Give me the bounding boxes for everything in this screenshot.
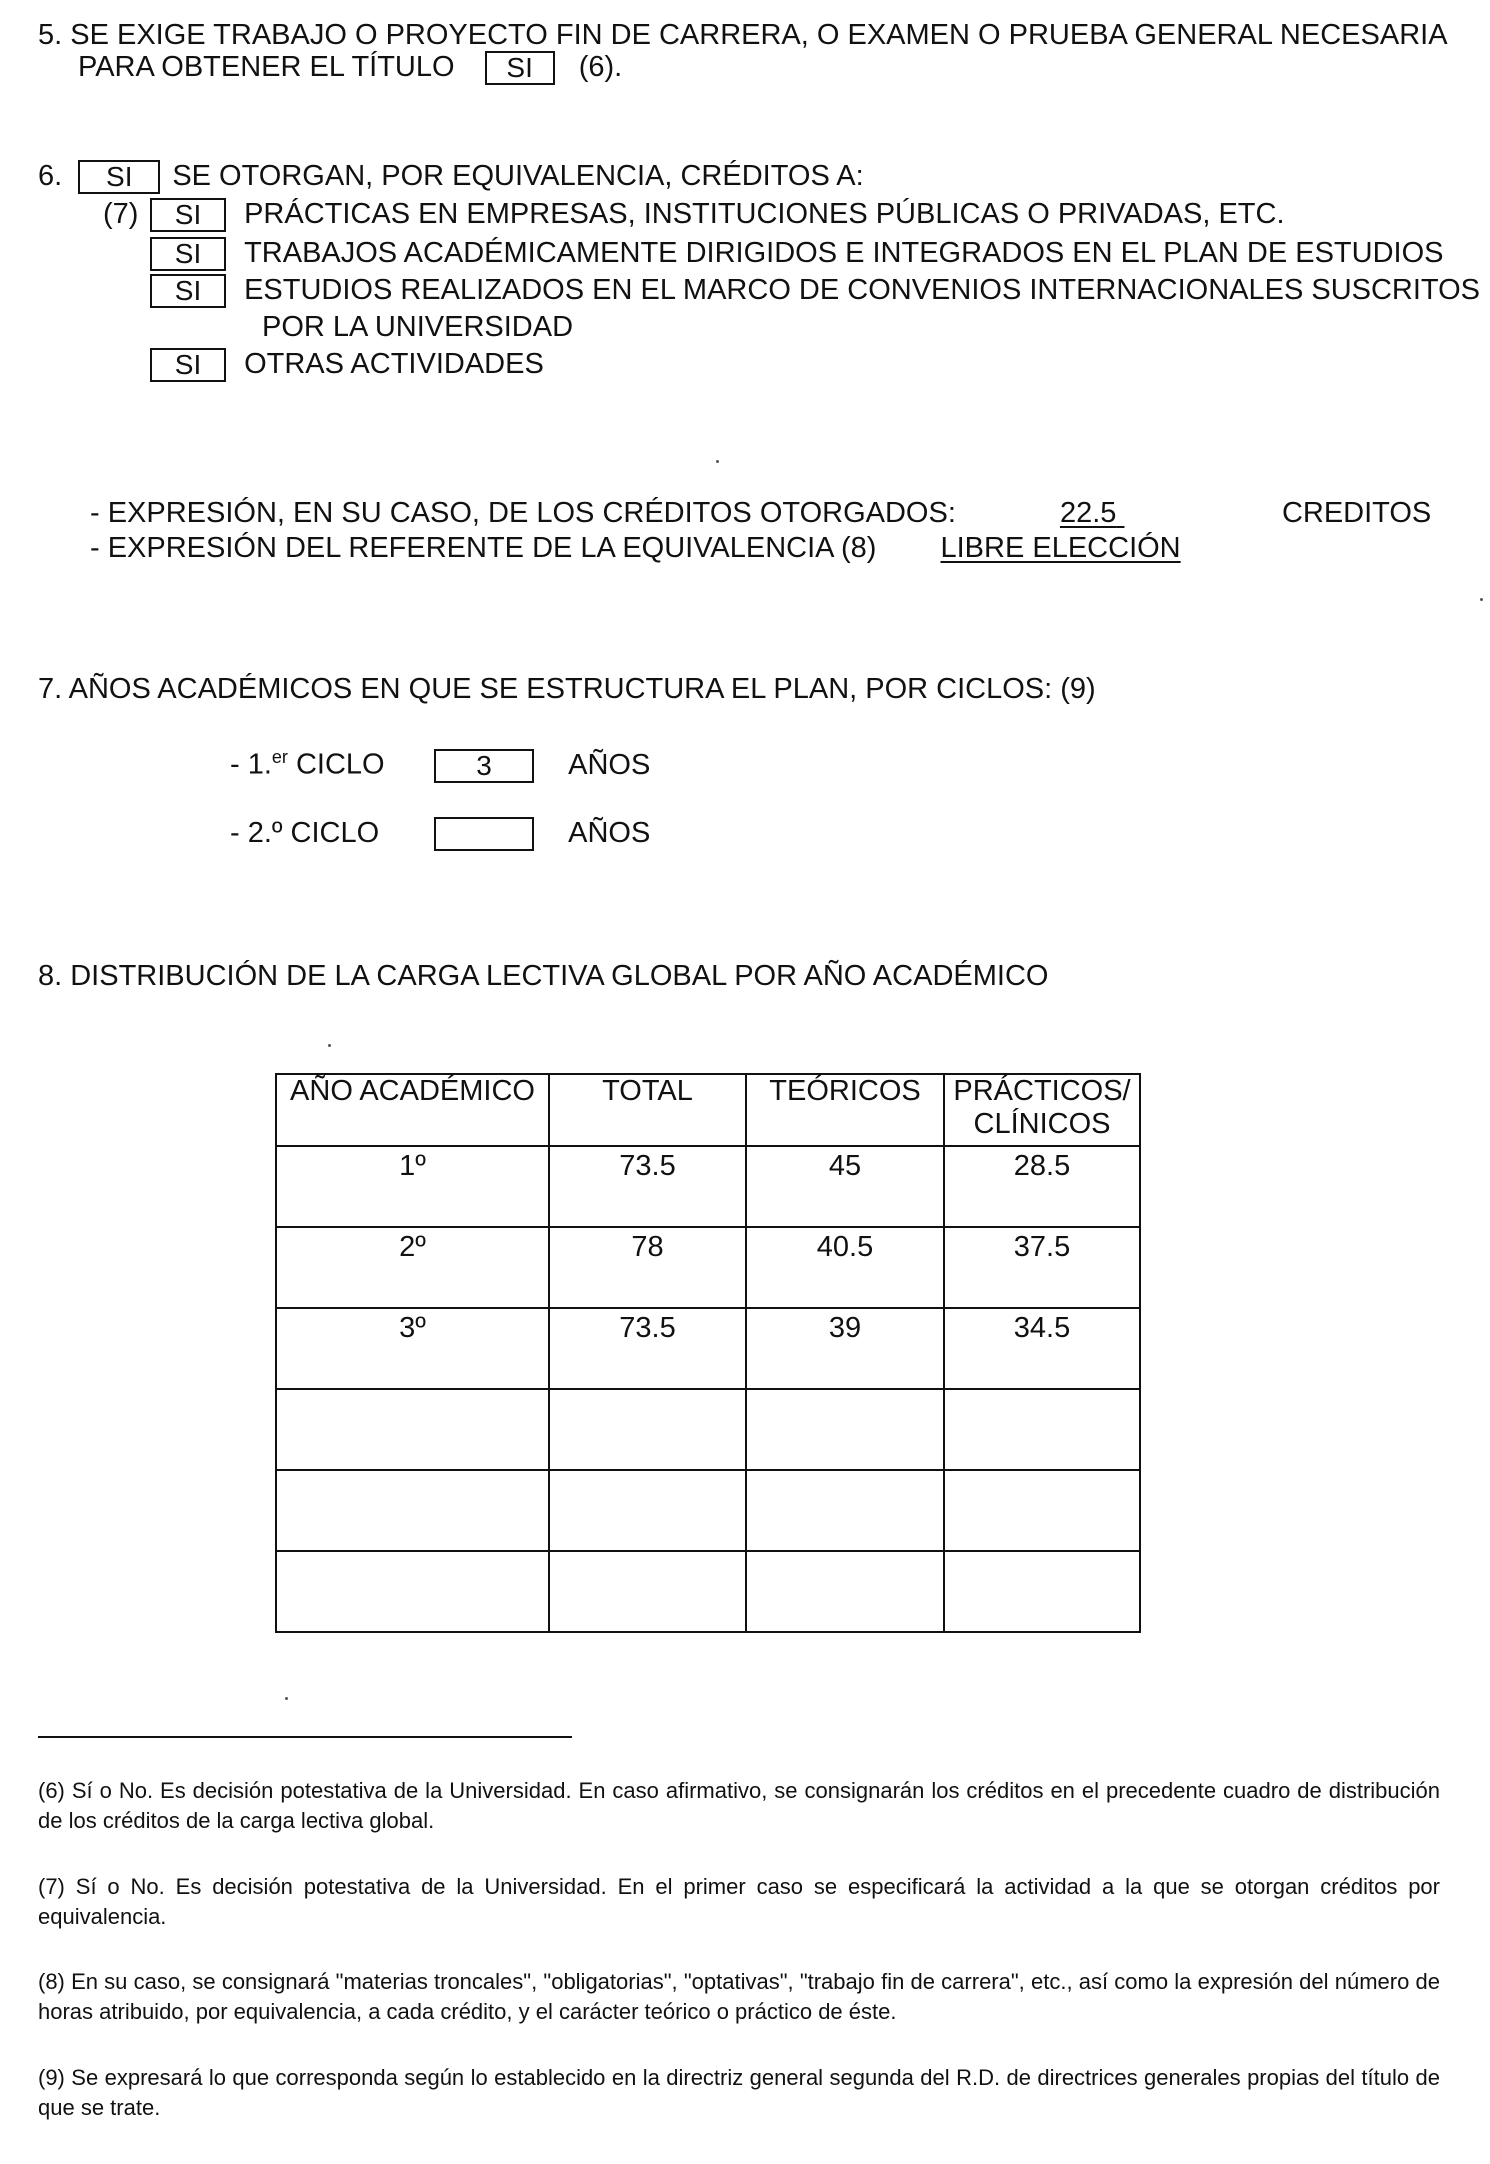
footnote-9: (9) Se expresará lo que corresponda según lo establecido en la directriz general segunda del R.D. de directrices generales propias del título de que se trate. <box>38 2065 1440 2120</box>
footnote-8: (8) En su caso, se consignará "materias troncales", "obligatorias", "optativas", "trabajo fin de carrera", etc., así como la expresión del número de horas atribuido, por equivalencia, a cada crédito, y el carácter teórico o práctico de éste. <box>38 1969 1440 2024</box>
ciclo-1-prefix: - 1. <box>230 748 272 781</box>
credit-item-box: SI <box>150 237 226 271</box>
carga-lectiva-table <box>275 1073 1141 1633</box>
header-total: TOTAL <box>549 1074 746 1146</box>
credit-item <box>150 273 1480 308</box>
creditos-value-text: 22.5 <box>1059 497 1117 529</box>
ciclo-2-label: - 2.º CICLO <box>230 817 380 849</box>
ciclo-1-label <box>230 740 426 782</box>
cell-practicos <box>944 1389 1140 1470</box>
cell-anio: 2º <box>276 1227 549 1308</box>
header-anio: AÑO ACADÉMICO <box>276 1074 549 1146</box>
table-row <box>276 1146 1140 1227</box>
cell-teoricos <box>746 1470 944 1551</box>
credit-item-label: OTRAS ACTIVIDADES <box>244 348 544 380</box>
cell-total: 73.5 <box>549 1308 746 1389</box>
credit-item-label: ESTUDIOS REALIZADOS EN EL MARCO DE CONVENIOS INTERNACIONALES SUSCRITOS <box>244 274 1481 306</box>
ciclo-2-unit: AÑOS <box>568 817 651 849</box>
referente-line <box>90 531 1181 565</box>
cell-teoricos: 40.5 <box>746 1227 944 1308</box>
table-row <box>276 1389 1140 1470</box>
cell-total: 73.5 <box>549 1146 746 1227</box>
header-practicos-line-1: PRÁCTICOS/ <box>953 1075 1131 1107</box>
section-5-line-1: 5. SE EXIGE TRABAJO O PROYECTO FIN DE CARRERA, O EXAMEN O PRUEBA GENERAL NECESARIA <box>38 19 1448 51</box>
credit-item <box>150 236 1443 271</box>
cell-anio: 3º <box>276 1308 549 1389</box>
ciclo-2-row <box>230 816 650 851</box>
section-6-answer-box: SI <box>78 160 160 194</box>
referente-label: - EXPRESIÓN DEL REFERENTE DE LA EQUIVALENCIA (8) <box>90 532 877 564</box>
header-teoricos: TEÓRICOS <box>746 1074 944 1146</box>
footnote-separator <box>38 1736 572 1738</box>
footnote-6: (6) Sí o No. Es decisión potestativa de la Universidad. En caso afirmativo, se consignarán los créditos en el precedente cuadro de distribución de los créditos de la carga lectiva global. <box>38 1778 1440 1833</box>
section-5-ref: (6). <box>578 51 623 83</box>
cell-total <box>549 1470 746 1551</box>
credit-item-box: SI <box>150 348 226 382</box>
cell-teoricos: 39 <box>746 1308 944 1389</box>
cell-total: 78 <box>549 1227 746 1308</box>
cell-practicos <box>944 1470 1140 1551</box>
cell-teoricos <box>746 1551 944 1632</box>
creditos-value <box>1060 496 1282 530</box>
cell-practicos: 34.5 <box>944 1308 1140 1389</box>
cell-anio <box>276 1470 549 1551</box>
cell-total <box>549 1551 746 1632</box>
table-row <box>276 1308 1140 1389</box>
ciclo-1-box: 3 <box>434 749 534 783</box>
section-7-title: 7. AÑOS ACADÉMICOS EN QUE SE ESTRUCTURA EL PLAN, POR CICLOS: (9) <box>38 673 1096 705</box>
credit-item-box: SI <box>150 198 226 232</box>
table-header-row <box>276 1074 1140 1146</box>
header-practicos <box>944 1074 1140 1146</box>
ciclo-1-sup: er <box>271 747 288 767</box>
ciclo-1-unit: AÑOS <box>568 748 651 781</box>
table-row <box>276 1470 1140 1551</box>
creditos-unit: CREDITOS <box>1281 497 1432 529</box>
header-practicos-line-2: CLÍNICOS <box>973 1108 1111 1140</box>
cell-teoricos <box>746 1389 944 1470</box>
section-5-answer-box: SI <box>485 51 555 85</box>
creditos-label: - EXPRESIÓN, EN SU CASO, DE LOS CRÉDITOS OTORGADOS: <box>90 497 956 529</box>
credit-item-continuation: POR LA UNIVERSIDAD <box>262 311 574 343</box>
section-6-header <box>38 159 864 194</box>
ciclo-2-box <box>434 817 534 851</box>
cell-practicos: 37.5 <box>944 1227 1140 1308</box>
ciclo-1-row <box>230 740 650 783</box>
credit-item-box: SI <box>150 274 226 308</box>
cell-practicos <box>944 1551 1140 1632</box>
referente-value: LIBRE ELECCIÓN <box>940 532 1181 564</box>
section-5-line-2 <box>78 50 622 85</box>
credit-item <box>150 347 544 382</box>
scan-speck <box>328 1044 331 1047</box>
footnote-7: (7) Sí o No. Es decisión potestativa de la Universidad. En el primer caso se especificará la actividad a la que se otorgan créditos por equivalencia. <box>38 1874 1440 1929</box>
cell-practicos: 28.5 <box>944 1146 1140 1227</box>
scan-speck <box>1480 598 1483 601</box>
section-5-label: PARA OBTENER EL TÍTULO <box>78 51 455 83</box>
credit-item <box>150 197 1285 232</box>
credit-item-label: TRABAJOS ACADÉMICAMENTE DIRIGIDOS E INTEGRADOS EN EL PLAN DE ESTUDIOS <box>244 237 1444 269</box>
cell-total <box>549 1389 746 1470</box>
cell-teoricos: 45 <box>746 1146 944 1227</box>
creditos-line <box>90 496 1431 530</box>
cell-anio <box>276 1389 549 1470</box>
cell-anio <box>276 1551 549 1632</box>
credit-item-label: PRÁCTICAS EN EMPRESAS, INSTITUCIONES PÚBLICAS O PRIVADAS, ETC. <box>244 198 1285 230</box>
scan-speck <box>285 1697 288 1700</box>
section-6-title: SE OTORGAN, POR EQUIVALENCIA, CRÉDITOS A: <box>172 160 864 192</box>
table-row <box>276 1551 1140 1632</box>
table-row <box>276 1227 1140 1308</box>
scan-speck <box>716 460 719 463</box>
section-6-ref: (7) <box>103 198 139 230</box>
ciclo-1-word: CICLO <box>287 748 385 781</box>
cell-anio: 1º <box>276 1146 549 1227</box>
section-8-title: 8. DISTRIBUCIÓN DE LA CARGA LECTIVA GLOBAL POR AÑO ACADÉMICO <box>38 960 1049 992</box>
section-6-number: 6. <box>38 160 63 192</box>
